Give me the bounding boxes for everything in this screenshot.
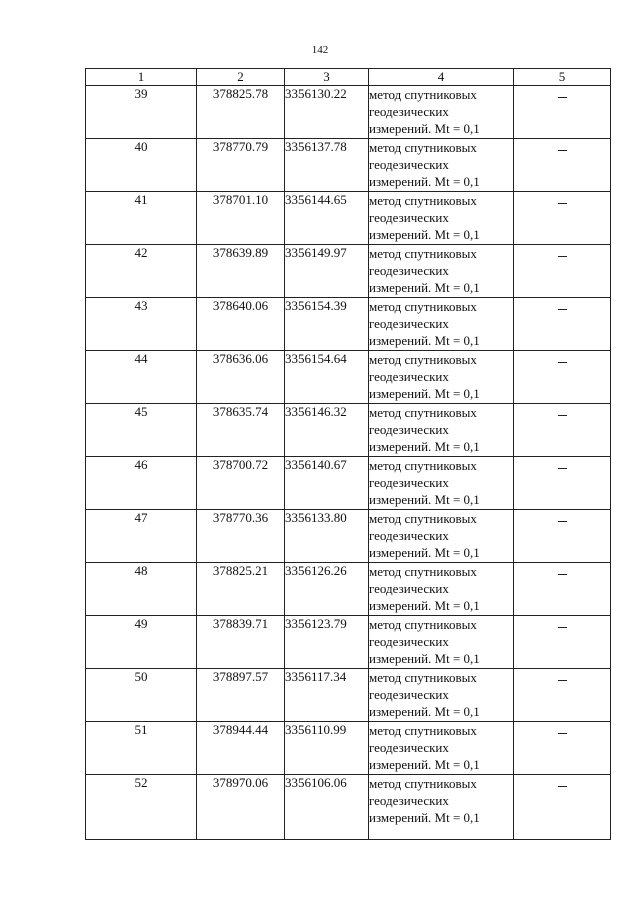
method-line-1: метод спутниковых <box>369 564 477 579</box>
coordinate-x: 378635.74 <box>197 404 285 457</box>
table-row <box>86 351 611 404</box>
dash-mark <box>558 415 567 416</box>
point-number: 52 <box>86 775 197 840</box>
point-number: 40 <box>86 139 197 192</box>
note-cell <box>514 192 611 245</box>
coordinate-y: 3356146.32 <box>285 404 369 457</box>
table-row <box>86 139 611 192</box>
method-line-1: метод спутниковых <box>369 352 477 367</box>
method-line-3: измерений. Mt = 0,1 <box>369 386 480 401</box>
coordinate-y: 3356130.22 <box>285 86 369 139</box>
coordinate-x: 378770.79 <box>197 139 285 192</box>
measurement-method <box>369 245 514 298</box>
method-line-2: геодезических <box>369 581 449 596</box>
point-number: 44 <box>86 351 197 404</box>
method-line-1: метод спутниковых <box>369 140 477 155</box>
point-number: 51 <box>86 722 197 775</box>
dash-mark <box>558 256 567 257</box>
table-row <box>86 775 611 840</box>
measurement-method <box>369 563 514 616</box>
point-number: 47 <box>86 510 197 563</box>
method-line-3: измерений. Mt = 0,1 <box>369 757 480 772</box>
table-body <box>86 86 611 840</box>
measurement-method <box>369 775 514 840</box>
note-cell <box>514 616 611 669</box>
column-header-5: 5 <box>514 69 611 86</box>
dash-mark <box>558 309 567 310</box>
dash-mark <box>558 574 567 575</box>
point-number: 46 <box>86 457 197 510</box>
note-cell <box>514 298 611 351</box>
method-line-1: метод спутниковых <box>369 87 477 102</box>
measurement-method <box>369 457 514 510</box>
method-line-2: геодезических <box>369 316 449 331</box>
coordinate-x: 378636.06 <box>197 351 285 404</box>
method-line-2: геодезических <box>369 104 449 119</box>
method-line-3: измерений. Mt = 0,1 <box>369 651 480 666</box>
method-line-1: метод спутниковых <box>369 511 477 526</box>
table-row <box>86 245 611 298</box>
point-number: 48 <box>86 563 197 616</box>
measurement-method <box>369 722 514 775</box>
table-row <box>86 722 611 775</box>
coordinate-y: 3356110.99 <box>285 722 369 775</box>
method-line-1: метод спутниковых <box>369 246 477 261</box>
method-line-2: геодезических <box>369 263 449 278</box>
method-line-3: измерений. Mt = 0,1 <box>369 280 480 295</box>
point-number: 39 <box>86 86 197 139</box>
column-header-3: 3 <box>285 69 369 86</box>
method-line-3: измерений. Mt = 0,1 <box>369 704 480 719</box>
dash-mark <box>558 203 567 204</box>
method-line-3: измерений. Mt = 0,1 <box>369 598 480 613</box>
coordinate-x: 378839.71 <box>197 616 285 669</box>
measurement-method <box>369 404 514 457</box>
table-row <box>86 86 611 139</box>
note-cell <box>514 139 611 192</box>
method-line-1: метод спутниковых <box>369 405 477 420</box>
note-cell <box>514 722 611 775</box>
method-line-2: геодезических <box>369 210 449 225</box>
measurement-method <box>369 192 514 245</box>
point-number: 41 <box>86 192 197 245</box>
method-line-3: измерений. Mt = 0,1 <box>369 492 480 507</box>
method-line-1: метод спутниковых <box>369 776 477 791</box>
coordinate-x: 378897.57 <box>197 669 285 722</box>
coordinate-x: 378970.06 <box>197 775 285 840</box>
table-row <box>86 298 611 351</box>
point-number: 42 <box>86 245 197 298</box>
table-row <box>86 457 611 510</box>
dash-mark <box>558 468 567 469</box>
method-line-2: геодезических <box>369 369 449 384</box>
point-number: 45 <box>86 404 197 457</box>
dash-mark <box>558 362 567 363</box>
coordinate-x: 378640.06 <box>197 298 285 351</box>
method-line-2: геодезических <box>369 740 449 755</box>
method-line-1: метод спутниковых <box>369 458 477 473</box>
point-number: 43 <box>86 298 197 351</box>
measurement-method <box>369 616 514 669</box>
method-line-2: геодезических <box>369 528 449 543</box>
measurement-method <box>369 139 514 192</box>
point-number: 50 <box>86 669 197 722</box>
coordinate-x: 378701.10 <box>197 192 285 245</box>
coordinate-y: 3356140.67 <box>285 457 369 510</box>
method-line-2: геодезических <box>369 157 449 172</box>
header-row <box>86 69 611 86</box>
method-line-3: измерений. Mt = 0,1 <box>369 121 480 136</box>
note-cell <box>514 563 611 616</box>
coordinate-y: 3356154.64 <box>285 351 369 404</box>
method-line-2: геодезических <box>369 634 449 649</box>
coordinate-x: 378825.21 <box>197 563 285 616</box>
table-row <box>86 616 611 669</box>
coordinate-y: 3356137.78 <box>285 139 369 192</box>
note-cell <box>514 510 611 563</box>
column-header-1: 1 <box>86 69 197 86</box>
table-row <box>86 669 611 722</box>
table-row <box>86 563 611 616</box>
method-line-1: метод спутниковых <box>369 617 477 632</box>
note-cell <box>514 457 611 510</box>
column-header-4: 4 <box>369 69 514 86</box>
note-cell <box>514 404 611 457</box>
coordinate-y: 3356126.26 <box>285 563 369 616</box>
dash-mark <box>558 680 567 681</box>
coordinates-table <box>85 68 611 840</box>
note-cell <box>514 351 611 404</box>
dash-mark <box>558 627 567 628</box>
method-line-3: измерений. Mt = 0,1 <box>369 545 480 560</box>
coordinate-x: 378700.72 <box>197 457 285 510</box>
dash-mark <box>558 786 567 787</box>
dash-mark <box>558 97 567 98</box>
dash-mark <box>558 733 567 734</box>
table-row <box>86 404 611 457</box>
dash-mark <box>558 521 567 522</box>
coordinate-y: 3356106.06 <box>285 775 369 840</box>
method-line-3: измерений. Mt = 0,1 <box>369 174 480 189</box>
method-line-1: метод спутниковых <box>369 193 477 208</box>
measurement-method <box>369 351 514 404</box>
method-line-1: метод спутниковых <box>369 723 477 738</box>
measurement-method <box>369 86 514 139</box>
method-line-3: измерений. Mt = 0,1 <box>369 439 480 454</box>
method-line-2: геодезических <box>369 687 449 702</box>
note-cell <box>514 245 611 298</box>
column-header-2: 2 <box>197 69 285 86</box>
note-cell <box>514 775 611 840</box>
table-row <box>86 192 611 245</box>
method-line-3: измерений. Mt = 0,1 <box>369 333 480 348</box>
coordinate-x: 378639.89 <box>197 245 285 298</box>
page-number: 142 <box>311 44 329 56</box>
method-line-2: геодезических <box>369 793 449 808</box>
coordinate-x: 378825.78 <box>197 86 285 139</box>
coordinate-y: 3356117.34 <box>285 669 369 722</box>
point-number: 49 <box>86 616 197 669</box>
coordinate-x: 378770.36 <box>197 510 285 563</box>
coordinate-x: 378944.44 <box>197 722 285 775</box>
coordinate-y: 3356123.79 <box>285 616 369 669</box>
coordinate-y: 3356133.80 <box>285 510 369 563</box>
method-line-2: геодезических <box>369 422 449 437</box>
table-row <box>86 510 611 563</box>
coordinate-y: 3356149.97 <box>285 245 369 298</box>
method-line-3: измерений. Mt = 0,1 <box>369 810 480 825</box>
method-line-1: метод спутниковых <box>369 299 477 314</box>
method-line-3: измерений. Mt = 0,1 <box>369 227 480 242</box>
measurement-method <box>369 669 514 722</box>
note-cell <box>514 669 611 722</box>
dash-mark <box>558 150 567 151</box>
method-line-1: метод спутниковых <box>369 670 477 685</box>
measurement-method <box>369 510 514 563</box>
note-cell <box>514 86 611 139</box>
coordinate-y: 3356144.65 <box>285 192 369 245</box>
measurement-method <box>369 298 514 351</box>
method-line-2: геодезических <box>369 475 449 490</box>
coordinate-y: 3356154.39 <box>285 298 369 351</box>
